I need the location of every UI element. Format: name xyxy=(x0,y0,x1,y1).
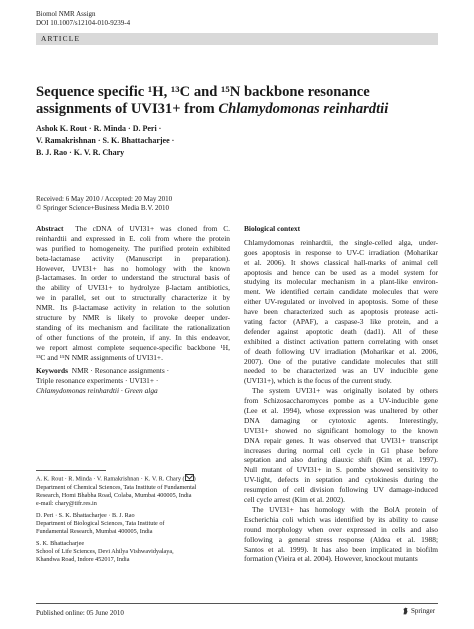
text-line: round morphology when over expressed in cells and also xyxy=(244,524,438,534)
footer-divider xyxy=(36,603,438,604)
text-line: from Schizosaccharomyces pombe as a UV-inducible gene xyxy=(244,396,438,406)
text-line: reinhardtii and expressed in E. coli from where the protein xyxy=(36,233,230,243)
copyright-notice: © Springer Science+Business Media B.V. 2010 xyxy=(36,204,169,212)
text-line: the ability of UVI31+ to hydrolyze β-lactam antibiotics, xyxy=(36,283,230,293)
text-line: increases during normal cell cycle in G1 phase before xyxy=(244,445,438,455)
text-line: formation (Vieira et al. 2004). However, knockout mutants xyxy=(244,554,418,564)
text-line: we report almost complete sequence-specific backbone ¹H, xyxy=(36,342,230,352)
text-line: have been characterized such as apoptosis protease acti- xyxy=(244,307,438,317)
affiliation-line: S. K. Bhattacharjee xyxy=(36,540,85,548)
text-line: we in parallel, set out to structurally characterize it by xyxy=(36,293,230,303)
author-list xyxy=(36,123,416,159)
text-line: Escherichia coli which was identified by its ability to cause xyxy=(244,514,438,524)
text-line: The UVI31+ has homology with the BolA protein of xyxy=(252,504,438,514)
abstract-body xyxy=(36,234,230,363)
text-line: of other functions of the protein, if any. In this endeavor, xyxy=(36,332,230,342)
text-line: Santos et al. 1999). It has also been implicated in biofilm xyxy=(244,544,438,554)
text-line: following a general stress response (Aldea et al. 1988; xyxy=(244,534,438,544)
springer-horse-icon xyxy=(402,607,409,615)
text-line: et al. 2006). It shows classical hall-marks of animal cell xyxy=(244,257,438,267)
authors-line-2: V. Ramakrishnan · S. K. Bhattacharjee · xyxy=(36,136,175,145)
envelope-icon[interactable] xyxy=(185,474,194,481)
paragraph-3 xyxy=(244,505,438,564)
received-accepted: Received: 6 May 2010 / Accepted: 20 May 2010 xyxy=(36,195,173,203)
text-line: of death following UV irradiation (Moharikar et al. 2006, xyxy=(244,346,438,356)
text-line: structure by NMR is likely to provoke deeper under- xyxy=(36,313,230,323)
affiliation-line: Research, Homi Bhabha Road, Colaba, Mumbai 400005, India xyxy=(36,491,192,499)
right-column xyxy=(244,224,438,564)
text-line: either UV-regulated or involved in apoptosis. Some of these xyxy=(244,297,438,307)
keywords-line-1: NMR · Resonance assignments · xyxy=(71,366,170,376)
affiliation-line: School of Life Sciences, Devi Ahilya Vishwavidyalaya, xyxy=(36,548,174,556)
text-line: resumption of cell division following UV damage-induced xyxy=(244,485,438,495)
paper-title xyxy=(36,84,436,118)
affiliation-email[interactable]: e-mail: chary@tifr.res.in xyxy=(36,499,97,507)
text-line: goes apoptosis in response to UV-C irradiation (Moharikar xyxy=(244,247,438,257)
text-line: exhibited a distinct activation pattern correlating with onset xyxy=(244,336,438,346)
affiliations xyxy=(36,474,232,568)
title-line-2-plain: assignments of UVI31+ from xyxy=(36,101,219,117)
keywords-label: Keywords xyxy=(36,366,69,376)
abstract-label: Abstract xyxy=(36,224,64,233)
text-line: defender against apoptotic death (dad1). All of these xyxy=(244,326,438,336)
publisher-name: Springer xyxy=(411,607,436,615)
paragraph-1 xyxy=(244,238,438,386)
abstract-line xyxy=(36,224,230,234)
text-line: The system UVI31+ was originally isolated by others xyxy=(252,386,438,396)
title-line-1: Sequence specific ¹H, ¹³C and ¹⁵N backbone resonance xyxy=(36,84,370,100)
affiliation-block-1 xyxy=(36,474,232,508)
text-line: Null mutant of UVI31+ in S. pombe showed sensitivity to xyxy=(244,465,438,475)
title-line-2 xyxy=(36,101,436,118)
affiliation-line: Department of Chemical Sciences, Tata Institute of Fundamental xyxy=(36,483,197,491)
text-line: standing of its mechanism and facilitate the rationalization xyxy=(36,322,230,332)
affiliation-line: Fundamental Research, Mumbai 400005, India xyxy=(36,528,153,536)
keywords xyxy=(36,366,230,396)
paragraph-2 xyxy=(244,386,438,505)
text-line: vating factor (APAF), a caspase-3 like protein, and a xyxy=(244,317,438,327)
text-line: DNA damaging or cytotoxic agents. Interestingly, xyxy=(244,415,438,425)
text-line: UV-light, defects in septation and cytokinesis during the xyxy=(244,475,438,485)
text-line: was purified to homogeneity. The purified protein exhibited xyxy=(36,243,230,253)
article-label: ARTICLE xyxy=(41,34,81,43)
text-line: apoptosis and hence can be used as a model system for xyxy=(244,267,438,277)
text-line: needed to be characterized was an UV inducible gene xyxy=(244,366,438,376)
affiliation-block-2 xyxy=(36,512,232,536)
journal-name: Biomol NMR Assign xyxy=(36,10,96,18)
keywords-line xyxy=(36,366,230,376)
text-line: UVI31+ showed no significant homology to the known xyxy=(244,425,438,435)
text-line: ment. We identified certain candidate molecules that were xyxy=(244,287,438,297)
published-online: Published online: 05 June 2010 xyxy=(36,609,124,617)
text-line: studying its molecular mechanism in a plant-like environ- xyxy=(244,277,438,287)
publication-dates xyxy=(36,195,172,213)
text-line: However, UVI31+ has no homology with the known xyxy=(36,263,230,273)
text-line: septation and also during diauxic shift (Kim et al. 1997). xyxy=(244,455,438,465)
text-line: beta-lactamase activity (Manuscript in preparation). xyxy=(36,253,230,263)
text-line: ¹³C and ¹⁵N NMR assignments of UVI31+. xyxy=(36,352,163,362)
keywords-line-2: Triple resonance experiments · UVI31+ · xyxy=(36,376,159,386)
text-line: DNA repair genes. It was observed that UVI31+ transcript xyxy=(244,435,438,445)
affiliation-line: D. Peri · S. K. Bhattacharjee · B. J. Rao xyxy=(36,511,135,519)
affiliation-line: A. K. Rout · R. Minda · V. Ramakrishnan · K. V. R. Chary ( ) xyxy=(36,475,196,483)
affiliation-line: Khandwa Road, Indore 452017, India xyxy=(36,556,130,564)
publisher-logo xyxy=(402,607,435,615)
keywords-line-3: Chlamydomonas reinhardtii · Green alga xyxy=(36,386,158,396)
text-line: Chlamydomonas reinhardtii, the single-celled alga, under- xyxy=(244,237,438,247)
article-type-bar xyxy=(36,33,438,45)
text-line: (UVI31+), which is the focus of the current study. xyxy=(244,376,392,386)
authors-line-1: Ashok K. Rout · R. Minda · D. Peri · xyxy=(36,124,162,133)
text-line: 2007). One of the putative candidate molecules that still xyxy=(244,356,438,366)
authors-line-3: B. J. Rao · K. V. R. Chary xyxy=(36,148,125,157)
title-line-2-italic: Chlamydomonas reinhardtii xyxy=(218,101,389,117)
text-line: cell cycle arrest (Kim et al. 2002). xyxy=(244,495,345,505)
left-column xyxy=(36,224,230,396)
affiliation-line: Department of Biological Sciences, Tata Institute of xyxy=(36,519,165,527)
journal-doi: DOI 10.1007/s12104-010-9239-4 xyxy=(36,19,131,27)
text-line: (Lee et al. 1994), whose expression was unaltered by other xyxy=(244,406,438,416)
affiliation-block-3 xyxy=(36,540,232,564)
abstract-text-first: The cDNA of UVI31+ was cloned from C. xyxy=(75,224,230,233)
footnote-divider xyxy=(36,470,106,471)
text-line: NMR. Its β-lactamase activity in relation to the solution xyxy=(36,303,230,313)
text-line: β-lactamases. In order to understand the structural basis of xyxy=(36,273,230,283)
section-heading-biological-context: Biological context xyxy=(244,224,301,233)
abstract xyxy=(36,224,230,362)
journal-header xyxy=(36,10,130,28)
